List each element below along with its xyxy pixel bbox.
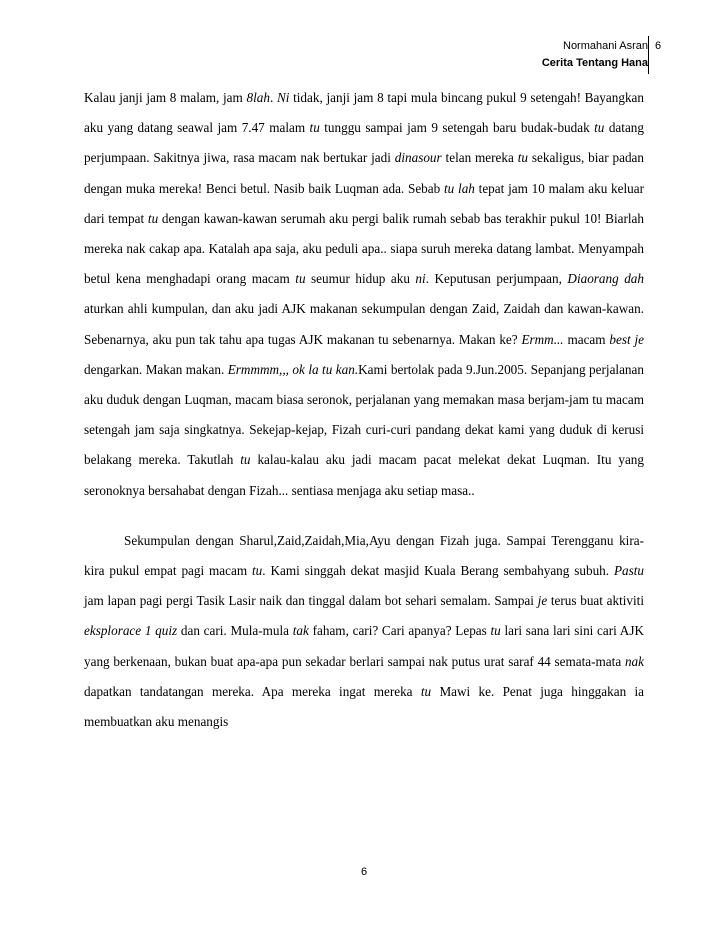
text-run: faham, cari? Cari apanya? Lepas: [308, 623, 491, 639]
paragraph-2: [84, 526, 644, 737]
text-run: dapatkan tandatangan mereka. Apa mereka ingat mereka: [84, 683, 421, 699]
italic-text-run: Pastu: [613, 563, 644, 579]
italic-text-run: best je: [609, 331, 645, 347]
text-run: datang perjumpaan. Sakitnya jiwa, rasa macam nak bertukar jadi: [84, 120, 644, 166]
italic-text-run: tu: [490, 623, 501, 639]
text-run: telan mereka: [441, 150, 518, 166]
italic-text-run: tu: [240, 452, 251, 468]
text-run: Sekumpulan dengan Sharul,Zaid,Zaidah,Mia,Ayu dengan Fizah juga. Sampai Terengganu kira-kira pukul empat pagi macam: [84, 532, 644, 579]
italic-text-run: tu: [147, 210, 159, 226]
text-run: tunggu sampai jam 9 setengah baru budak-budak: [319, 120, 595, 136]
italic-text-run: tu: [252, 563, 263, 579]
header-author: Normahani Asran: [563, 40, 648, 52]
text-run: tidak, janji jam 8 tapi mula bincang pukul 9 setengah! Bayangkan aku yang datang seawal jam 7.47 malam: [84, 90, 644, 136]
italic-text-run: 8lah: [246, 90, 270, 105]
italic-text-run: tu: [420, 683, 432, 699]
text-run: . Keputusan perjumpaan,: [425, 271, 568, 287]
page-footer-number: 6: [360, 866, 368, 878]
header-divider: [648, 36, 649, 74]
italic-text-run: tu: [517, 150, 528, 166]
italic-text-run: tu: [295, 271, 306, 287]
text-run: Mawi ke. Penat juga hinggakan ia membuatkan aku menangis: [84, 683, 644, 730]
header-page-number: 6: [655, 40, 662, 52]
text-run: dan cari. Mula-mula: [177, 623, 293, 639]
italic-text-run: Diaorang dah: [567, 271, 644, 287]
text-run: aturkan ahli kumpulan, dan aku jadi AJK makanan sekumpulan dengan Zaid, Zaidah dan kawan-kawan. Sebenarnya, aku pun tak tahu apa tugas AJK makanan tu sebenarnya. Makan ke?: [84, 301, 644, 347]
italic-text-run: je: [537, 593, 548, 609]
text-run: .: [269, 90, 277, 105]
italic-text-run: tak: [292, 623, 309, 639]
text-run: macam: [563, 331, 610, 347]
text-run: lari sana lari sini cari AJK yang berkenaan, bukan buat apa-apa pun sekadar berlari sampai nak putus urat saraf 44 semata-mata: [84, 623, 644, 669]
text-run: kalau-kalau aku jadi macam pacat melekat dekat Luqman. Itu yang seronoknya bersahabat dengan Fizah... sentiasa menjaga aku setiap masa..: [84, 452, 644, 498]
page-header: [542, 38, 648, 72]
italic-text-run: tu: [309, 120, 320, 136]
text-run: Kalau janji jam 8 malam, jam: [84, 90, 247, 105]
italic-text-run: ni: [415, 271, 426, 287]
text-run: terus buat aktiviti: [547, 593, 644, 609]
italic-text-run: dinasour: [394, 150, 442, 166]
italic-text-run: Ermm...: [521, 331, 564, 347]
text-run: sekaligus, biar padan dengan muka mereka! Benci betul. Nasib baik Luqman ada. Sebab: [84, 150, 644, 196]
text-run: jam lapan pagi pergi Tasik Lasir naik dan tinggal dalam bot sehari semalam. Sampai: [84, 593, 538, 609]
text-run: . Kami singgah dekat masjid Kuala Berang sembahyang subuh.: [262, 563, 614, 579]
text-run: dengarkan. Makan makan.: [84, 361, 228, 377]
italic-text-run: tu: [594, 120, 605, 136]
italic-text-run: Ni: [276, 90, 290, 105]
italic-text-run: nak: [624, 653, 644, 669]
document-body: [84, 83, 644, 737]
text-run: seumur hidup aku: [305, 271, 416, 287]
text-run: Kami bertolak pada 9.Jun.2005. Sepanjang perjalanan aku duduk dengan Luqman, macam biasa seronok, perjalanan yang memakan masa berjam-jam tu macam setengah jam saja singkatnya. Sekejap-kejap, Fizah curi-curi pandang dekat kami yang duduk di kerusi belakang mereka. Takutlah: [84, 361, 644, 468]
text-run: tepat jam 10 malam aku keluar dari tempat: [84, 180, 645, 226]
italic-text-run: tu lah: [444, 180, 475, 196]
italic-text-run: Ermmmm,,, ok la tu kan.: [227, 361, 359, 377]
text-run: dengan kawan-kawan serumah aku pergi balik rumah sebab bas terakhir pukul 10! Biarlah mereka nak cakap apa. Katalah apa saja, aku peduli apa.. siapa suruh mereka datang lambat. Menyampah betul kena menghadapi orang macam: [84, 210, 645, 287]
italic-text-run: eksplorace 1 quiz: [84, 623, 178, 639]
paragraph-1: [84, 83, 644, 506]
header-title: Cerita Tentang Hana: [541, 57, 648, 69]
